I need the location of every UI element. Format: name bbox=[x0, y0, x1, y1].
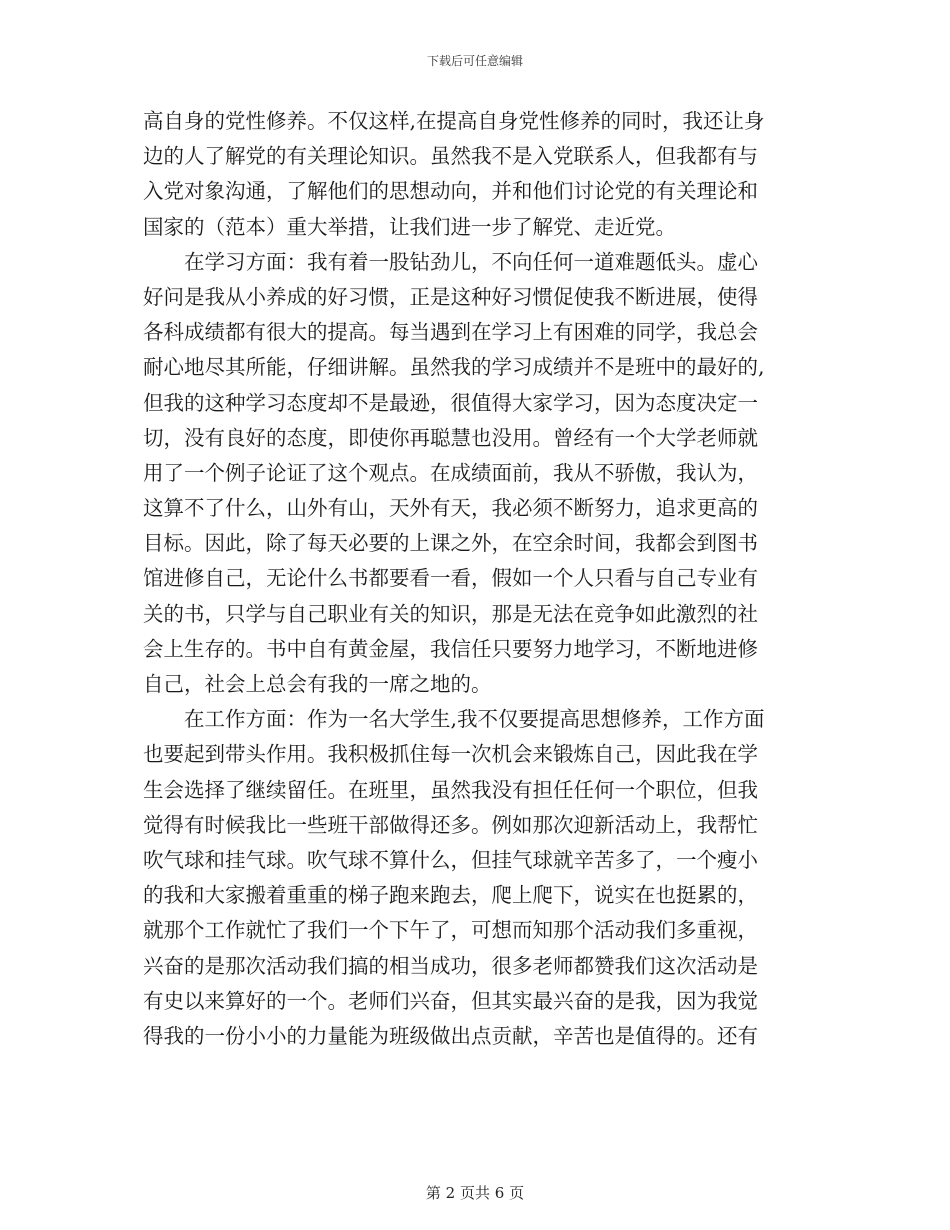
page-number: 第 2 页共 6 页 bbox=[425, 1184, 525, 1202]
text-line: 入党对象沟通，了解他们的思想动向，并和他们讨论党的有关理论和 bbox=[143, 179, 758, 204]
paragraph-2 bbox=[143, 245, 803, 702]
text-line: 国家的（范本）重大举措，让我们进一步了解党、走近党。 bbox=[143, 214, 676, 239]
text-line: 好问是我从小养成的好习惯，正是这种好习惯促使我不断进展，使得 bbox=[143, 284, 758, 309]
text-line: 自己，社会上总会有我的一席之地的。 bbox=[143, 672, 492, 696]
text-line: 得我的一份小小的力量能为班级做出点贡献，辛苦也是值得的。还有 bbox=[143, 1023, 758, 1048]
paragraph-3 bbox=[143, 702, 803, 1054]
text-line: 用了一个例子论证了这个观点。在成绩面前，我从不骄傲，我认为， bbox=[143, 460, 758, 485]
text-line: 关的书，只学与自己职业有关的知识，那是无法在竞争如此激烈的社 bbox=[143, 601, 758, 626]
text-line: 的我和大家搬着重重的梯子跑来跑去，爬上爬下，说实在也挺累的， bbox=[143, 883, 758, 908]
text-line: 在学习方面：我有着一股钻劲儿，不向任何一道难题低头。虚心 bbox=[184, 249, 758, 274]
text-line: 在工作方面：作为一名大学生,我不仅要提高思想修养，工作方面 bbox=[184, 707, 765, 732]
text-line: 高自身的党性修养。不仅这样,在提高自身党性修养的同时，我还让身 bbox=[143, 109, 765, 133]
page-header-note: 下载后可任意编辑 bbox=[426, 54, 523, 68]
text-line: 但我的这种学习态度却不是最逊，很值得大家学习，因为态度决定一 bbox=[143, 390, 758, 415]
paragraph-1 bbox=[143, 104, 803, 245]
document-body bbox=[143, 104, 803, 1054]
text-line: 各科成绩都有很大的提高。每当遇到在学习上有困难的同学，我总会 bbox=[143, 320, 758, 345]
text-line: 会上生存的。书中自有黄金屋，我信任只要努力地学习，不断地进修 bbox=[143, 636, 758, 661]
text-line: 目标。因此，除了每天必要的上课之外，在空余时间，我都会到图书 bbox=[143, 531, 758, 556]
text-line: 切，没有良好的态度，即使你再聪慧也没用。曾经有一个大学老师就 bbox=[143, 425, 758, 450]
text-line: 觉得有时候我比一些班干部做得还多。例如那次迎新活动上，我帮忙 bbox=[143, 812, 758, 837]
text-line: 兴奋的是那次活动我们搞的相当成功，很多老师都赞我们这次活动是 bbox=[143, 953, 758, 978]
text-line: 就那个工作就忙了我们一个下午了，可想而知那个活动我们多重视， bbox=[143, 918, 758, 943]
text-line: 馆进修自己，无论什么书都要看一看，假如一个人只看与自己专业有 bbox=[143, 566, 758, 591]
text-line: 耐心地尽其所能，仔细讲解。虽然我的学习成绩并不是班中的最好的, bbox=[143, 355, 765, 380]
text-line: 边的人了解党的有关理论知识。虽然我不是入党联系人，但我都有与 bbox=[143, 144, 758, 169]
text-line: 也要起到带头作用。我积极抓住每一次机会来锻炼自己，因此我在学 bbox=[143, 742, 758, 767]
text-line: 吹气球和挂气球。吹气球不算什么，但挂气球就辛苦多了，一个瘦小 bbox=[143, 847, 758, 872]
text-line: 这算不了什么，山外有山，天外有天，我必须不断努力，追求更高的 bbox=[143, 496, 758, 521]
text-line: 有史以来算好的一个。老师们兴奋，但其实最兴奋的是我，因为我觉 bbox=[143, 988, 758, 1013]
text-line: 生会选择了继续留任。在班里，虽然我没有担任任何一个职位，但我 bbox=[143, 777, 758, 802]
